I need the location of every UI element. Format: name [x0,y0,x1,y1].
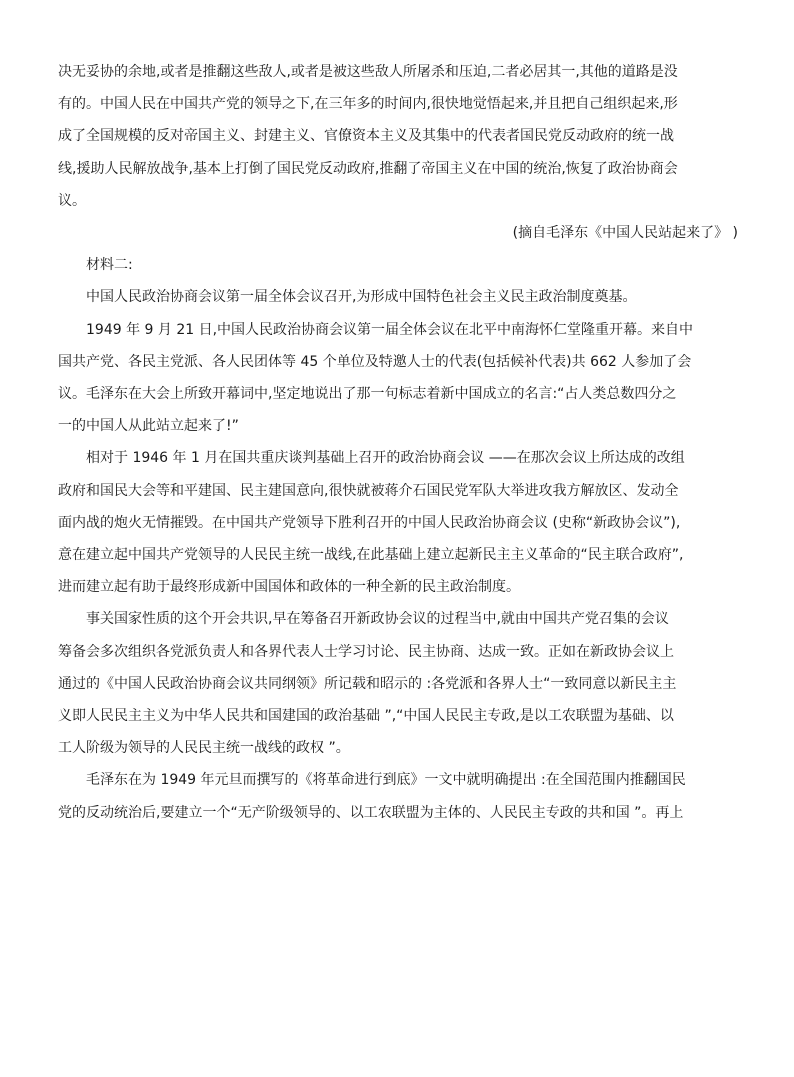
text-line: 有的。中国人民在中国共产党的领导之下,在三年多的时间内,很快地觉悟起来,并且把自己组织起来,形 [58,96,678,113]
text-line: 成了全国规模的反对帝国主义、封建主义、官僚资本主义及其集中的代表者国民党反动政府的统一战 [58,128,674,145]
source-citation: (摘自毛泽东《中国人民站起来了》 ) [512,225,738,242]
paragraph-6 [58,764,738,828]
text-line: 意在建立起中国共产党领导的人民民主统一战线,在此基础上建立起新民主主义革命的“民主联合政府”, [58,547,684,564]
text-line: 一的中国人从此站立起来了!” [58,418,239,435]
paragraph-2 [58,281,738,313]
text-line: 事关国家性质的这个开会共识,早在筹备召开新政协会议的过程当中,就由中国共产党召集的会议 [86,611,669,628]
text-line: 线,援助人民解放战争,基本上打倒了国民党反动政府,推翻了帝国主义在中国的统治,恢复了政治协商会 [58,160,678,177]
text-line: 义即人民民主主义为中华人民共和国建国的政治基础 ”,“中国人民民主专政,是以工农联盟为基础、以 [58,708,674,725]
text-line: 相对于 1946 年 1 月在国共重庆谈判基础上召开的政治协商会议 ——在那次会议上所达成的改组 [86,450,685,467]
paragraph-1 [58,56,738,217]
text-line: 筹备会多次组织各党派负责人和各界代表人士学习讨论、民主协商、达成一致。正如在新政协会议上 [58,643,674,660]
text-line: 议。毛泽东在大会上所致开幕词中,坚定地说出了那一句标志着新中国成立的名言:“占人类总数四分之 [58,386,677,403]
text-line: 政府和国民大会等和平建国、民主建国意向,很快就被蒋介石国民党军队大举进攻我方解放区、发动全 [58,482,679,499]
text-line: 毛泽东在为 1949 年元旦而撰写的《将革命进行到底》一文中就明确提出 :在全国范围内推翻国民 [86,772,686,789]
document-page [58,56,738,829]
paragraph-5 [58,603,738,764]
text-line: 面内战的炮火无情摧毁。在中国共产党领导下胜利召开的中国人民政治协商会议 (史称“新政协会议”), [58,514,681,531]
text-line: 国共产党、各民主党派、各人民团体等 45 个单位及特邀人士的代表(包括候补代表)共 662 人参加了会 [58,353,692,370]
text-line: 中国人民政治协商会议第一届全体会议召开,为形成中国特色社会主义民主政治制度奠基。 [86,289,637,306]
text-line: 决无妥协的余地,或者是推翻这些敌人,或者是被这些敌人所屠杀和压迫,二者必居其一,其他的道路是没 [58,64,678,80]
text-line: 通过的《中国人民政治协商会议共同纲领》所记载和昭示的 :各党派和各界人士“一致同意以新民主主 [58,675,677,692]
text-line: 进而建立起有助于最终形成新中国国体和政体的一种全新的民主政治制度。 [58,579,520,596]
text-line: 1949 年 9 月 21 日,中国人民政治协商会议第一届全体会议在北平中南海怀仁堂隆重开幕。来自中 [86,321,694,338]
paragraph-3 [58,314,738,443]
paragraph-4 [58,442,738,603]
material-two-heading: 材料二: [86,257,133,274]
text-line: 工人阶级为领导的人民民主统一战线的政权 ”。 [58,740,350,757]
text-line: 党的反动统治后,要建立一个“无产阶级领导的、以工农联盟为主体的、人民民主专政的共和国 ”。再上 [58,804,684,821]
text-line: 议。 [58,192,86,209]
